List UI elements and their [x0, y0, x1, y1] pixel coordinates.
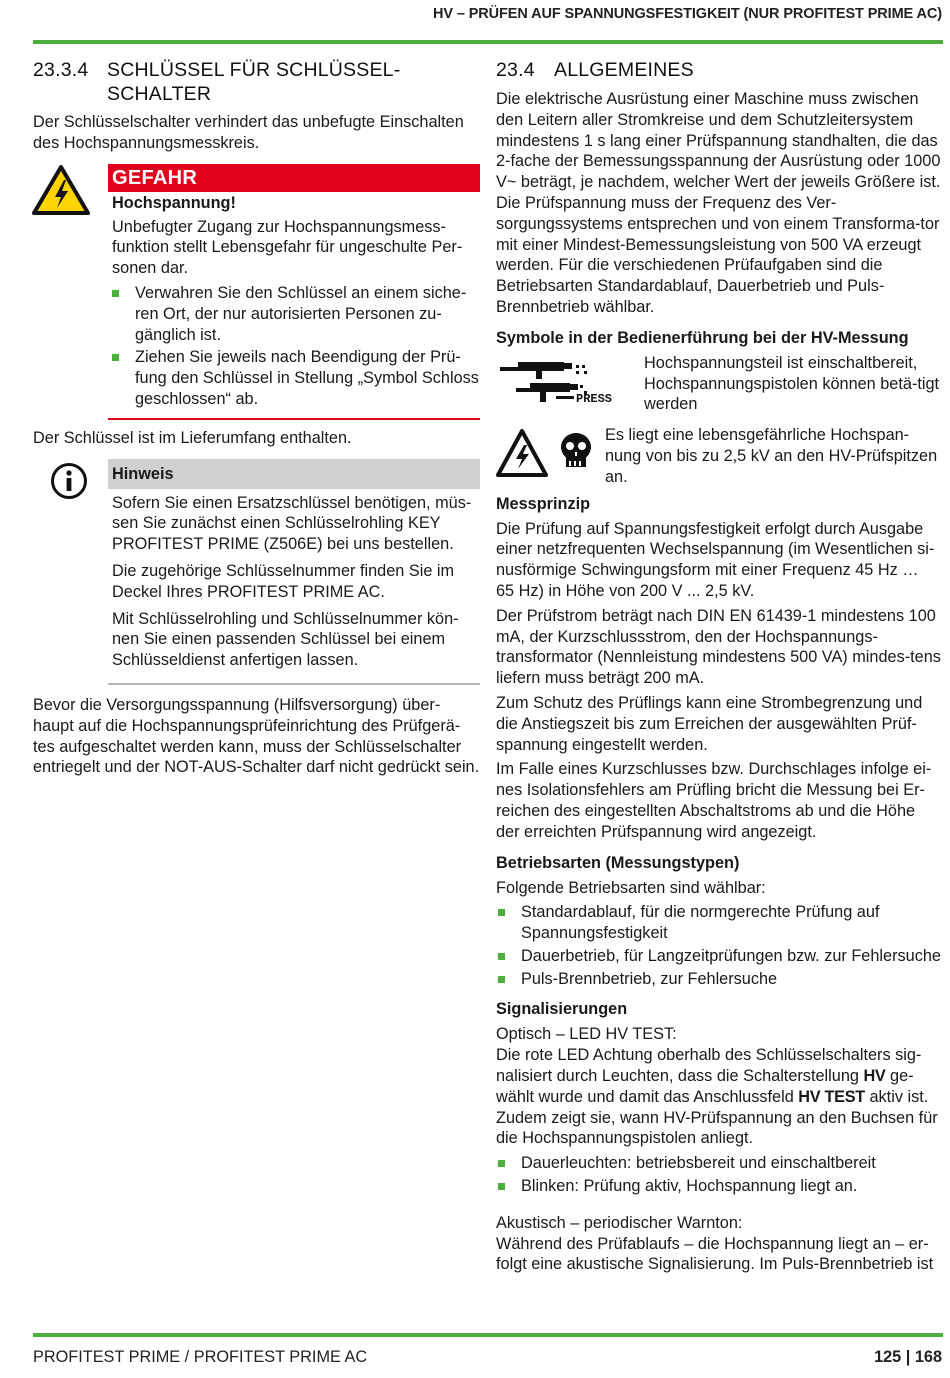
symbol-row-ready — [496, 353, 941, 415]
hv-pistol-press-icon — [496, 353, 638, 413]
right-column — [496, 58, 941, 1275]
info-icon — [50, 462, 88, 500]
list-item: Ziehen Sie jeweils nach Beendigung der Prü-fung den Schlüssel in Stellung „Symbol Schloss geschlossen“ ab. — [110, 347, 480, 409]
section-heading-2334 — [33, 58, 480, 106]
signals-heading: Signalisierungen — [496, 1000, 628, 1019]
messprinzip-paragraph: Zum Schutz des Prüflings kann eine Strombegrenzung und die Anstiegszeit bis zum Erreichen der ausgewählten Prüf-spannung eingestellt werden. — [496, 693, 923, 754]
led-states-list — [496, 1153, 941, 1197]
messprinzip-paragraph: Im Falle eines Kurzschlusses bzw. Durchschlages infolge ei-nes Isolationsfehlers am Prüfling bricht die Messung bei Er-reichen des eingestellten Abschaltstroms ab und die Höhe der erreichten Prüfspannung wird angezeigt. — [496, 760, 932, 841]
optical-text-c: aktiv ist. Zudem zeigt sie, wann HV-Prüfspannung an den Buchsen für die Hochspannungspistolen anliegt. — [496, 1087, 938, 1148]
danger-text: Unbefugter Zugang zur Hochspannungsmess-funktion stellt Lebensgefahr für ungeschulte Per-sonen dar. — [112, 217, 463, 278]
section-title: ALLGEMEINES — [554, 59, 694, 81]
modes-heading: Betriebsarten (Messungstypen) — [496, 853, 740, 872]
intro-paragraph: Die elektrische Ausrüstung einer Maschine muss zwischen den Leitern aller Stromkreise und dem Schutzleitersystem mindestens 1 s lang einer Prüfspannung standhalten, die das 2-fache der Bemessungsspannung der Ausrüstung oder 1000 V~ beträgt, je nachdem, welcher Wert der jeweils Größere ist. Die Prüfspannung muss der Frequenz des Ver-sorgungssystems entsprechen und von einem Transforma-tor mit einer Mindest-Bemessungsleistung von 500 VA erzeugt werden. Für die verschiedenen Prüfaufgaben sind die Betriebsarten Standardablauf, Dauerbetrieb und Puls-Brennbetrieb wählbar. — [496, 90, 941, 316]
messprinzip-paragraph: Der Prüfstrom beträgt nach DIN EN 61439-1 mindestens 100 mA, der Kurzschlussstrom, den der Hochspannungs-transformator (Nennleistung mindestens 500 VA) mindes-tens liefern muss beträgt 200 mA. — [496, 606, 941, 688]
page-number: 125 | 168 — [874, 1348, 942, 1366]
list-item: Standardablauf, für die normgerechte Prüfung auf Spannungsfestigkeit — [496, 902, 941, 944]
section-heading-234 — [496, 58, 941, 82]
acoustic-title: Akustisch – periodischer Warnton: — [496, 1213, 743, 1232]
danger-skull-icon — [496, 425, 600, 483]
left-column — [33, 58, 480, 778]
list-item: Verwahren Sie den Schlüssel an einem siche-ren Ort, der nur autorisierten Personen zu-gänglich ist. — [110, 283, 480, 345]
note-label: Hinweis — [108, 459, 480, 489]
symbols-heading: Symbole in der Bedienerführung bei der HV-Messung — [496, 328, 909, 347]
modes-intro: Folgende Betriebsarten sind wählbar: — [496, 878, 766, 897]
high-voltage-warning-icon — [31, 164, 91, 216]
optical-title: Optisch – LED HV TEST: — [496, 1025, 677, 1044]
list-item: Dauerbetrieb, für Langzeitprüfungen bzw. zur Fehlersuche — [496, 946, 941, 967]
footer-rule — [33, 1333, 943, 1337]
running-header: HV – PRÜFEN AUF SPANNUNGSFESTIGKEIT (NUR PROFITEST PRIME AC) — [432, 6, 942, 22]
messprinzip-paragraph: Die Prüfung auf Spannungsfestigkeit erfolgt durch Ausgabe einer netzfrequenten Wechselspannung (im Wesentlichen si-nusförmige Schwingungsform mit einer Frequenz 45 Hz … 65 Hz) in Höhe von 200 V ... 2,5 kV. — [496, 519, 935, 600]
modes-list — [496, 902, 941, 989]
intro-paragraph: Der Schlüsselschalter verhindert das unbefugte Einschalten des Hochspannungsmesskreis. — [33, 113, 464, 152]
note-box — [108, 459, 480, 685]
optical-text-a: Die rote LED Achtung oberhalb des Schlüsselschalters sig-nalisiert durch Leuchten, dass die Schalterstellung — [496, 1046, 922, 1086]
optical-text-b: ge-wählt wurde und damit das Anschlussfeld — [496, 1067, 914, 1106]
note-paragraph: Die zugehörige Schlüsselnummer finden Sie im Deckel Ihres PROFITEST PRIME AC. — [112, 561, 455, 601]
danger-label: GEFAHR — [108, 164, 480, 192]
list-item: Puls-Brennbetrieb, zur Fehlersuche — [496, 969, 941, 990]
list-item: Dauerleuchten: betriebsbereit und einschaltbereit — [496, 1153, 941, 1174]
list-item: Blinken: Prüfung aktiv, Hochspannung liegt an. — [496, 1176, 941, 1197]
optical-paragraph — [496, 1045, 941, 1149]
scope-paragraph: Der Schlüssel ist im Lieferumfang enthalten. — [33, 428, 352, 447]
section-title-line2: SCHALTER — [107, 83, 212, 105]
symbol1-text: Hochspannungsteil ist einschaltbereit, Hochspannungspistolen können betä-tigt werden — [644, 353, 940, 414]
danger-list — [108, 283, 480, 410]
note-paragraph: Sofern Sie einen Ersatzschlüssel benötigen, müs-sen Sie zunächst einen Schlüsselrohling KEY PROFITEST PRIME (Z506E) bei uns bestellen. — [112, 493, 472, 554]
section-title-line1: SCHLÜSSEL FÜR SCHLÜSSEL- — [107, 59, 401, 81]
hv-test-label: HV TEST — [798, 1087, 865, 1106]
danger-subtitle: Hochspannung! — [112, 193, 236, 212]
closing-paragraph: Bevor die Versorgungsspannung (Hilfsversorgung) über-haupt auf die Hochspannungsprüfeinrichtung des Prüfgerä-tes aufgeschaltet werden kann, muss der Schlüsselschalter entriegelt und der NOT-AUS-Schalter darf nicht gedrückt sein. — [33, 695, 480, 777]
header-rule — [33, 40, 943, 44]
press-label: PRESS — [576, 391, 613, 406]
note-paragraph: Mit Schlüsselrohling und Schlüsselnummer kön-nen Sie einen passenden Schlüssel bei einem Schlüsseldienst anfertigen lassen. — [112, 609, 459, 670]
footer-product: PROFITEST PRIME / PROFITEST PRIME AC — [33, 1348, 368, 1366]
section-number: 23.3.4 — [33, 59, 89, 81]
messprinzip-heading: Messprinzip — [496, 494, 591, 513]
hv-label: HV — [863, 1067, 886, 1086]
danger-box — [108, 164, 480, 420]
section-number: 23.4 — [496, 59, 535, 81]
acoustic-paragraph: Während des Prüfablaufs – die Hochspannung liegt an – er-folgt eine akustische Signalisierung. Im Puls-Brennbetrieb ist — [496, 1234, 934, 1274]
symbol-row-danger — [496, 425, 941, 487]
symbol2-text: Es liegt eine lebensgefährliche Hochspan-nung von bis zu 2,5 kV an den HV-Prüfspitzen an. — [605, 426, 938, 486]
